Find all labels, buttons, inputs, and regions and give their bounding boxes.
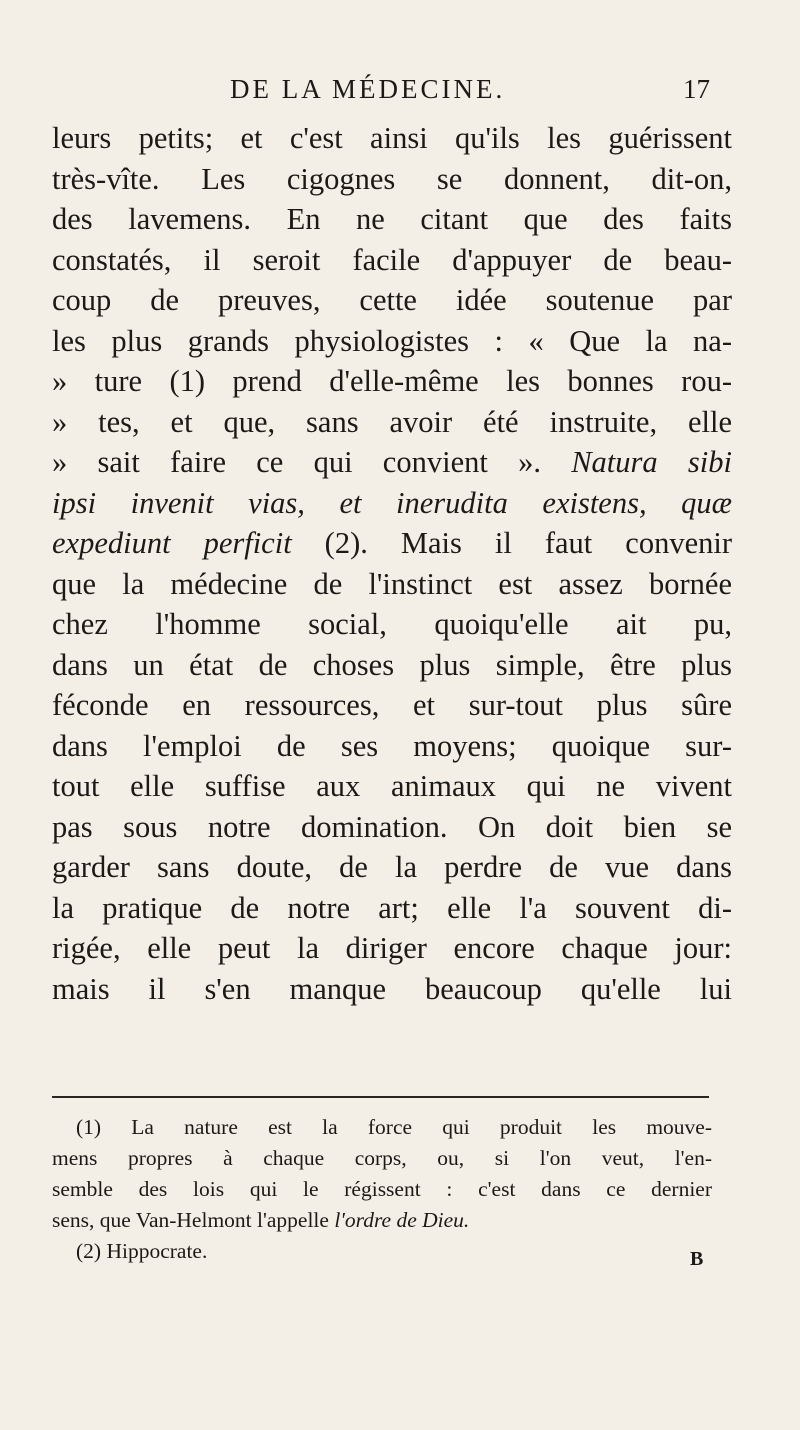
footnote-text: sens, que Van-Helmont l'appelle [52, 1208, 335, 1232]
signature-mark: B [690, 1248, 704, 1270]
footnote-1-line [52, 1205, 712, 1236]
body-line: que la médecine de l'instinct est assez bornée [52, 566, 732, 601]
body-line: dans l'emploi de ses moyens; quoique sur- [52, 728, 732, 763]
body-line: » tes, et que, sans avoir été instruite, elle [52, 404, 732, 439]
body-line: » ture (1) prend d'elle-même les bonnes rou- [52, 364, 732, 398]
latin-quote: ipsi invenit vias, et inerudita existens, quæ [52, 485, 732, 520]
body-line: tout elle suffise aux animaux qui ne vivent [52, 769, 732, 803]
body-text [52, 118, 732, 1009]
body-line: la pratique de notre art; elle l'a souvent di- [52, 890, 732, 925]
body-line: chez l'homme social, quoiqu'elle ait pu, [52, 607, 732, 641]
running-head [230, 74, 710, 110]
footnote-2: (2) Hippocrate. [76, 1239, 208, 1263]
footnote-rule [52, 1096, 709, 1098]
body-line: féconde en ressources, et sur-tout plus sûre [52, 688, 732, 722]
body-line: pas sous notre domination. On doit bien se [52, 809, 732, 844]
body-line: très-vîte. Les cigognes se donnent, dit-on, [52, 161, 732, 196]
latin-quote: Natura sibi [571, 445, 732, 479]
page-number: 17 [683, 74, 710, 104]
body-line-text: (2). Mais il faut convenir [291, 526, 732, 560]
body-line-text: » sait faire ce qui convient ». [52, 445, 572, 479]
footnote-1-line: (1) La nature est la force qui produit les mouve- [76, 1115, 712, 1139]
body-line: leurs petits; et c'est ainsi qu'ils les guérissent [52, 121, 732, 155]
body-line-with-latin [52, 442, 732, 483]
body-line: les plus grands physiologistes : « Que la na- [52, 323, 732, 358]
body-line: coup de preuves, cette idée soutenue par [52, 283, 732, 317]
body-line-with-latin [52, 523, 732, 564]
running-title: DE LA MÉDECINE. [230, 74, 506, 104]
body-line: garder sans doute, de la perdre de vue dans [52, 850, 732, 884]
latin-quote: expediunt perficit [52, 526, 292, 560]
body-line: rigée, elle peut la diriger encore chaque jour: [52, 931, 732, 965]
body-line: des lavemens. En ne citant que des faits [52, 202, 732, 236]
footnote-1-line: mens propres à chaque corps, ou, si l'on veut, l'en- [52, 1146, 712, 1170]
body-line: mais il s'en manque beaucoup qu'elle lui [52, 971, 732, 1006]
footnote-1-line: semble des lois qui le régissent : c'est dans ce dernier [52, 1177, 712, 1201]
footnotes [52, 1112, 712, 1267]
body-line: dans un état de choses plus simple, être plus [52, 647, 732, 682]
body-line-latin [52, 483, 732, 524]
footnote-italic: l'ordre de Dieu. [334, 1208, 470, 1232]
body-line: constatés, il seroit facile d'appuyer de beau- [52, 242, 732, 277]
